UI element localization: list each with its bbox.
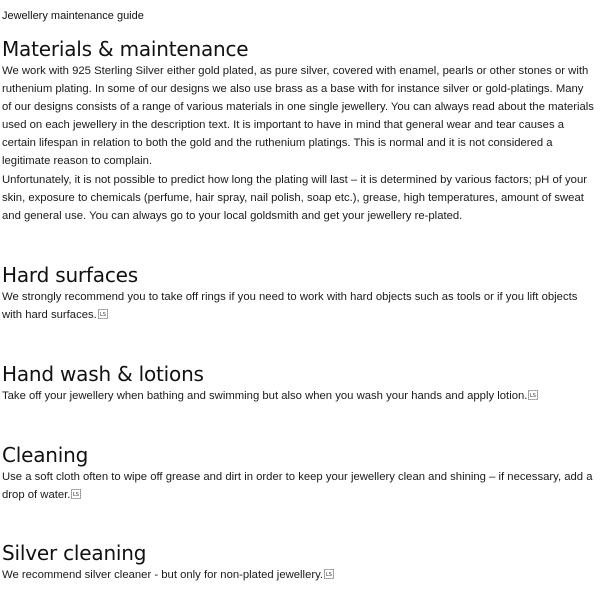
svg-text:LS: LS — [530, 393, 537, 400]
line-separator-glyph-icon — [528, 390, 538, 400]
section-heading: Hand wash & lotions — [2, 362, 204, 386]
section-paragraph — [2, 468, 594, 504]
section-paragraph: Unfortunately, it is not possible to predict how long the plating will last – it is determined by various factors; pH of your skin, exposure to chemicals (perfume, hair spray, nail polish, soap etc.), grease, high temperatures, amount of sweat and general use. You can always go to your local goldsmith and get your jewellery re-plated. — [2, 173, 588, 222]
page-title: Jewellery maintenance guide — [2, 10, 144, 22]
section-paragraph-text: We strongly recommend you to take off rings if you need to work with hard objects such as tools or if you lift objects with hard surfaces. — [2, 291, 578, 322]
svg-text:LS: LS — [326, 572, 333, 579]
section-heading: Hard surfaces — [2, 263, 138, 287]
section-materials-maintenance — [2, 37, 594, 225]
section-heading: Cleaning — [2, 443, 89, 467]
section-heading: Silver cleaning — [2, 541, 147, 565]
svg-text:LS: LS — [73, 492, 80, 499]
line-separator-glyph-icon — [71, 489, 81, 499]
section-hand-wash-lotions — [2, 362, 594, 405]
line-separator-glyph-icon — [98, 309, 108, 319]
line-separator-glyph-icon — [324, 569, 334, 579]
section-paragraph-text: Take off your jewellery when bathing and swimming but also when you wash your hands and apply lotion. — [2, 390, 528, 402]
section-paragraph-text: Use a soft cloth often to wipe off grease and dirt in order to keep your jewellery clean and shining – if necessary, add a drop of water. — [2, 471, 593, 502]
section-paragraph — [2, 566, 594, 584]
section-silver-cleaning — [2, 541, 594, 584]
section-hard-surfaces — [2, 263, 594, 324]
section-heading: Materials & maintenance — [2, 37, 249, 61]
section-paragraph-text: We recommend silver cleaner - but only for non-plated jewellery. — [2, 569, 324, 581]
section-cleaning — [2, 443, 594, 504]
section-paragraph — [2, 387, 594, 405]
section-paragraph: We work with 925 Sterling Silver either gold plated, as pure silver, covered with enamel, pearls or other stones or with ruthenium plating. In some of our designs we also use brass as a base with for instance silver or gold-platings. Many of our designs consists of a range of various materials in one single jewellery. You can always read about the materials used on each jewellery in the description text. It is important to have in mind that general wear and tear causes a certain lifespan in relation to both the gold and the ruthenium platings. This is normal and it is not considered a legitimate reason to complain. — [2, 65, 594, 168]
svg-text:LS: LS — [99, 312, 106, 319]
section-paragraph — [2, 288, 594, 324]
